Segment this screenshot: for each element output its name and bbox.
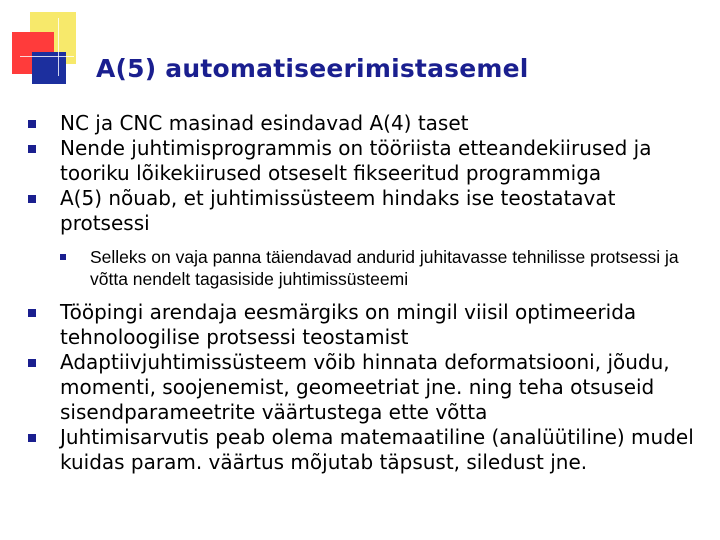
- sub-bullet-text: Selleks on vaja panna täiendavad andurid juhitavasse tehnilisse protsessi ja võtta nendelt tagasiside juhtimissüsteemi: [90, 247, 679, 289]
- square-bullet-icon: [28, 309, 36, 317]
- bullet-item: [28, 300, 708, 350]
- square-bullet-icon: [28, 120, 36, 128]
- slide-title: A(5) automatiseerimistasemel: [96, 54, 529, 83]
- square-bullet-icon: [28, 145, 36, 153]
- slide-logo-decoration: [0, 0, 80, 90]
- bullet-text: A(5) nõuab, et juhtimissüsteem hindaks ise teostatavat protsessi: [60, 186, 616, 235]
- bullet-text: Juhtimisarvutis peab olema matemaatiline (analüütiline) mudel kuidas param. väärtus mõjutab täpsust, siledust jne.: [60, 425, 694, 474]
- bullet-item: [28, 350, 708, 425]
- bullet-item: [28, 111, 708, 136]
- bullet-list: [28, 111, 708, 475]
- bullet-item: [28, 425, 708, 475]
- square-bullet-icon: [28, 359, 36, 367]
- bullet-text: NC ja CNC masinad esindavad A(4) taset: [60, 111, 469, 135]
- bullet-item: [28, 136, 708, 186]
- square-bullet-icon: [60, 254, 66, 260]
- bullet-text: Nende juhtimisprogrammis on tööriista etteandekiirused ja tooriku lõikekiirused otseselt fikseeritud programmiga: [60, 136, 652, 185]
- bullet-text: Tööpingi arendaja eesmärgiks on mingil viisil optimeerida tehnoloogilise protsessi teostamist: [60, 300, 637, 349]
- sub-bullet-item: [28, 246, 708, 290]
- bullet-item: [28, 186, 708, 236]
- logo-horizontal-line: [20, 56, 74, 57]
- square-bullet-icon: [28, 195, 36, 203]
- logo-vertical-line: [58, 18, 59, 76]
- bullet-text: Adaptiivjuhtimissüsteem võib hinnata deformatsiooni, jõudu, momenti, soojenemist, geomeetriat jne. ning teha otsuseid sisendparameetrite väärtustega ette võtta: [60, 350, 670, 424]
- square-bullet-icon: [28, 434, 36, 442]
